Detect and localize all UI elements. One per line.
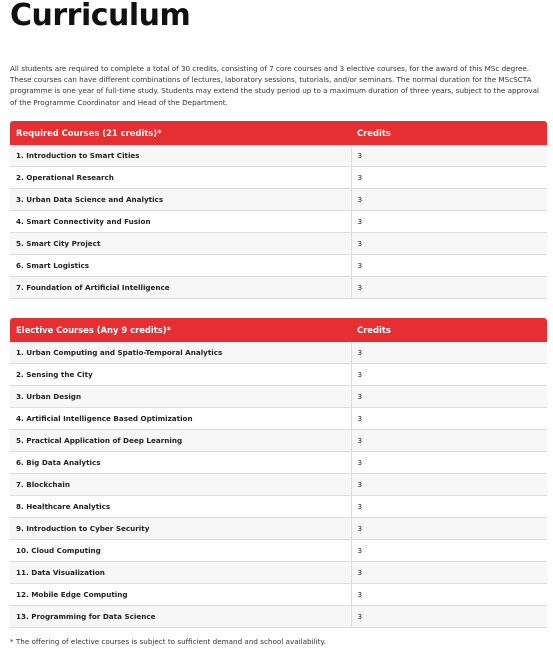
elective-header-row	[10, 318, 547, 342]
course-name: 6. Big Data Analytics	[10, 452, 351, 474]
course-name: 1. Urban Computing and Spatio-Temporal Analytics	[10, 342, 351, 364]
elective-courses-table	[10, 318, 547, 628]
course-credits: 3	[351, 233, 547, 255]
table-row	[10, 518, 547, 540]
course-name: 3. Urban Data Science and Analytics	[10, 189, 351, 211]
course-credits: 3	[351, 277, 547, 299]
course-credits: 3	[351, 496, 547, 518]
course-name: 13. Programming for Data Science	[10, 606, 351, 628]
table-row	[10, 255, 547, 277]
table-row	[10, 606, 547, 628]
course-name: 4. Smart Connectivity and Fusion	[10, 211, 351, 233]
table-row	[10, 167, 547, 189]
table-row	[10, 189, 547, 211]
table-row	[10, 584, 547, 606]
required-header-row	[10, 121, 547, 145]
course-credits: 3	[351, 364, 547, 386]
table-row	[10, 430, 547, 452]
course-credits: 3	[351, 342, 547, 364]
table-row	[10, 540, 547, 562]
course-credits: 3	[351, 562, 547, 584]
required-courses-table	[10, 121, 547, 299]
course-credits: 3	[351, 430, 547, 452]
elective-courses-header: Elective Courses (Any 9 credits)*	[10, 318, 351, 342]
course-name: 3. Urban Design	[10, 386, 351, 408]
course-name: 1. Introduction to Smart Cities	[10, 145, 351, 167]
course-credits: 3	[351, 452, 547, 474]
course-credits: 3	[351, 408, 547, 430]
table-row	[10, 364, 547, 386]
required-courses-body	[10, 145, 547, 299]
table-row	[10, 452, 547, 474]
course-credits: 3	[351, 474, 547, 496]
page-title: Curriculum	[10, 0, 191, 33]
course-name: 7. Foundation of Artificial Intelligence	[10, 277, 351, 299]
table-row	[10, 342, 547, 364]
course-name: 4. Artificial Intelligence Based Optimization	[10, 408, 351, 430]
table-row	[10, 233, 547, 255]
course-name: 9. Introduction to Cyber Security	[10, 518, 351, 540]
course-name: 5. Practical Application of Deep Learning	[10, 430, 351, 452]
required-courses-header: Required Courses (21 credits)*	[10, 121, 351, 145]
course-name: 8. Healthcare Analytics	[10, 496, 351, 518]
course-credits: 3	[351, 189, 547, 211]
table-row	[10, 145, 547, 167]
course-name: 2. Sensing the City	[10, 364, 351, 386]
course-credits: 3	[351, 606, 547, 628]
table-row	[10, 211, 547, 233]
course-credits: 3	[351, 145, 547, 167]
course-name: 12. Mobile Edge Computing	[10, 584, 351, 606]
course-name: 10. Cloud Computing	[10, 540, 351, 562]
table-row	[10, 474, 547, 496]
course-name: 7. Blockchain	[10, 474, 351, 496]
course-credits: 3	[351, 540, 547, 562]
course-credits: 3	[351, 518, 547, 540]
course-credits: 3	[351, 211, 547, 233]
table-row	[10, 386, 547, 408]
intro-paragraph: All students are required to complete a total of 30 credits, consisting of 7 core courses and 3 elective courses, for the award of this MSc degree. These courses can have different combinations of lectures, laboratory sessions, tutorials, and/or seminars. The normal duration for the MScSCTA programme is one year of full-time study. Students may extend the study period up to a maximum duration of three years, subject to the approval of the Programme Coordinator and Head of the Department.	[10, 64, 539, 107]
elective-footnote: * The offering of elective courses is subject to sufficient demand and school availability.	[10, 637, 326, 646]
table-row	[10, 562, 547, 584]
course-credits: 3	[351, 167, 547, 189]
required-credits-header: Credits	[351, 121, 547, 145]
elective-credits-header: Credits	[351, 318, 547, 342]
course-credits: 3	[351, 386, 547, 408]
course-name: 2. Operational Research	[10, 167, 351, 189]
course-name: 5. Smart City Project	[10, 233, 351, 255]
table-row	[10, 408, 547, 430]
course-name: 6. Smart Logistics	[10, 255, 351, 277]
course-credits: 3	[351, 255, 547, 277]
elective-courses-body	[10, 342, 547, 628]
course-name: 11. Data Visualization	[10, 562, 351, 584]
table-row	[10, 496, 547, 518]
table-row	[10, 277, 547, 299]
course-credits: 3	[351, 584, 547, 606]
